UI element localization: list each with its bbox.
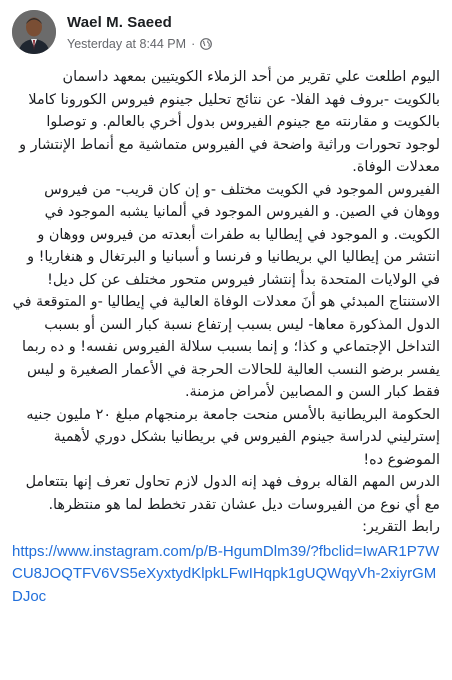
post-paragraph: اليوم اطلعت علي تقرير من أحد الزملاء الكويتيين بمعهد داسمان بالكويت -بروف فهد الفلا- عن نتائج تحليل جينوم فيروس الكورونا كاملا بالكويت و مقارنته مع جينوم الفيروس بدول أخري بالعالم. و توصلوا لوجود تحورات وراثية واضحة في الفيروس متماشية مع أنماط الإنتشار و معدلات الوفاة. — [19, 69, 440, 175]
post-paragraph: الحكومة البريطانية بالأمس منحت جامعة برمنجهام مبلغ ٢٠ مليون جنيه إسترليني لدراسة جينوم الفيروس في بريطانيا بشكل دوري لأهمية الموضوع ده! — [26, 406, 440, 468]
post-paragraph: الفيروس الموجود في الكويت مختلف -و إن كان قريب- من فيروس ووهان في الصين. و الفيروس الموجود في ألمانيا يشبه الموجود في الكويت. و الموجود في إيطاليا به طفرات أبعدته من فيروس ووهان و انتشر من إيطاليا الي بريطانيا و فرنسا و أسبانيا و البرتغال و هنغاريا! و في الولايات المتحدة بدأ إنتشار فيروس متحور مختلف عن كل ديل! — [27, 181, 440, 288]
post-body — [12, 66, 440, 608]
avatar-image — [12, 10, 56, 54]
post-timestamp[interactable]: Yesterday at 8:44 PM — [67, 37, 187, 51]
report-link-label: رابط التقرير: — [362, 519, 440, 535]
post-paragraph: الدرس المهم القاله بروف فهد إنه الدول لازم تحاول تعرف إنها بتتعامل مع أي نوع من الفيروسات ديل عشان تقدر تخطط لما هو منتظرها. — [25, 474, 440, 513]
meta-separator: · — [191, 37, 196, 51]
post-paragraph: الاستنتاج المبدئي هو أنَ معدلات الوفاة العالية في إيطاليا -و المتوقعة في الدول المذكورة معاها- ليس بسبب إرتفاع نسبة كبار السن أو بسبب التداخل الإجتماعي و كذا؛ و إنما بسبب سلالة الفيروس نفسه! و ده ربما يفسر برضو النسب العالية للحالات الحرجة في الأعمار الصغيرة و ليس فقط كبار السن و المصابين لأمراض مزمنة. — [12, 294, 440, 400]
globe-icon[interactable] — [200, 38, 212, 50]
post-meta — [67, 37, 212, 51]
post-author-name[interactable]: Wael M. Saeed — [67, 14, 172, 31]
avatar[interactable] — [12, 10, 56, 54]
report-link[interactable]: https://www.instagram.com/p/B-HgumDlm39/?fbclid=IwAR1P7WCU8JOQTFV6VS5eXyxtydKlpkLFwIHqpk1gUQWqyVh-2xiyrGMDJoc — [12, 542, 440, 605]
post-header — [12, 10, 442, 60]
